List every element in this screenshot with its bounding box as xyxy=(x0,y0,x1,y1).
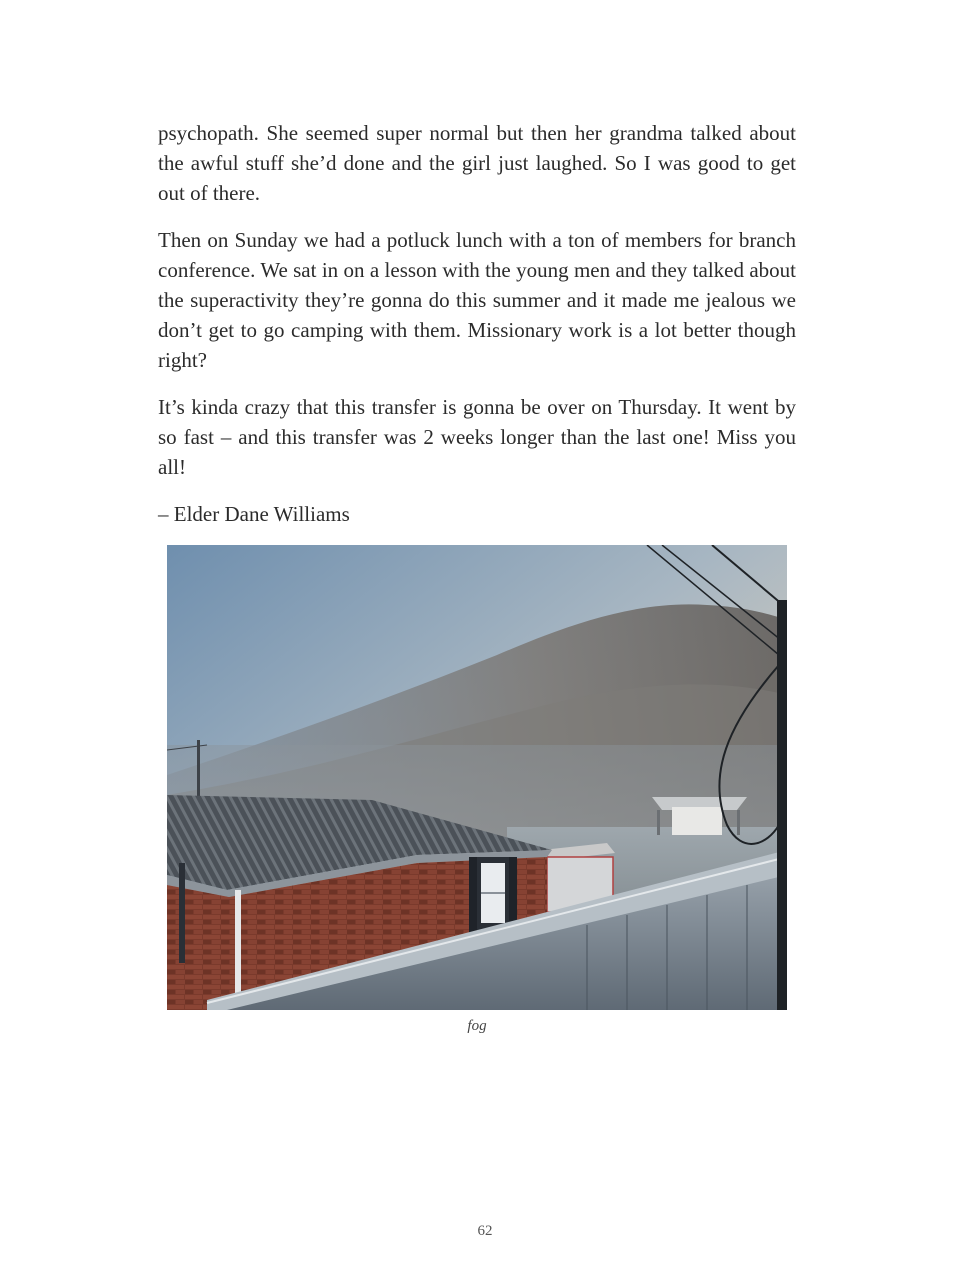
paragraph: It’s kinda crazy that this transfer is gonna be over on Thursday. It went by so fast – and this transfer was 2 weeks longer than the last one! Miss you all! xyxy=(158,395,796,479)
fog-photo xyxy=(167,545,787,1010)
paragraph: psychopath. She seemed super normal but then her grandma talked about the awful stuff she’d done and the girl just laughed. So I was good to get out of there. xyxy=(158,121,796,205)
figure-caption: fog xyxy=(467,1018,487,1034)
body-text xyxy=(158,118,796,546)
paragraph: Then on Sunday we had a potluck lunch with a ton of members for branch conference. We sat in on a lesson with the young men and they talked about the superactivity they’re gonna do this summer and it made me jealous we don’t get to go camping with them. Missionary work is a lot better though right? xyxy=(158,228,796,372)
page-number: 62 xyxy=(477,1223,493,1239)
signature: – Elder Dane Williams xyxy=(158,502,350,526)
